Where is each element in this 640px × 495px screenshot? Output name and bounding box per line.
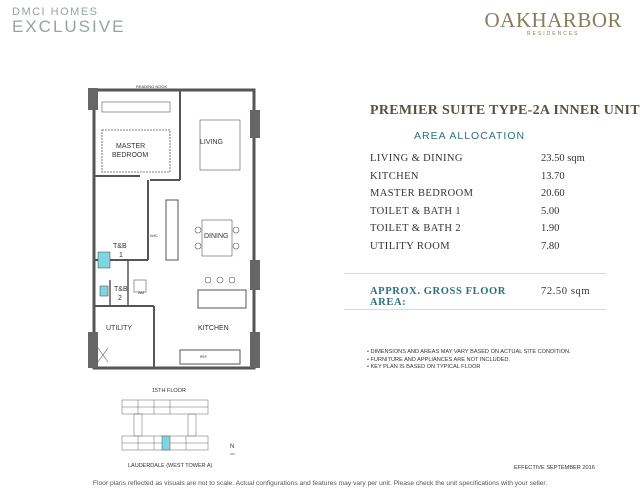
area-row	[370, 168, 600, 186]
floor-plan	[80, 80, 270, 380]
label-kitchen: KITCHEN	[198, 325, 229, 332]
note-item: • FURNITURE AND APPLIANCES ARE NOT INCLUDED.	[367, 356, 510, 363]
area-row	[370, 238, 600, 256]
area-value: 7.80	[541, 240, 560, 252]
area-value: 1.90	[541, 223, 560, 234]
note-item: • DIMENSIONS AND AREAS MAY VARY BASED ON ACTUAL SITE CONDITION.	[367, 349, 571, 355]
north-label: N	[230, 444, 235, 450]
area-value: 20.60	[541, 188, 565, 199]
label-dining: DINING	[204, 233, 229, 240]
label-living: LIVING	[200, 139, 223, 146]
divider-bottom	[344, 309, 606, 310]
notes	[367, 349, 571, 372]
gross-value: 72.50 sqm	[541, 286, 591, 297]
label-tb1-a: T&B	[113, 243, 127, 250]
area-row	[370, 203, 600, 221]
label-tb2-b: 2	[118, 295, 122, 302]
area-value: 13.70	[541, 170, 565, 182]
project-logo	[484, 8, 622, 37]
area-label: TOILET & BATH 1	[370, 205, 462, 217]
key-plan-floor: 15TH FLOOR	[152, 388, 186, 394]
brand-line2: EXCLUSIVE	[12, 17, 126, 36]
label-tb2-a: T&B	[114, 286, 128, 293]
label-master: MASTER	[116, 143, 146, 150]
unit-title: PREMIER SUITE TYPE-2A INNER UNIT	[370, 103, 640, 118]
label-bedroom: BEDROOM	[112, 152, 149, 159]
area-label: TOILET & BATH 2	[370, 223, 462, 234]
label-utility: UTILITY	[106, 325, 133, 332]
label-ref: REF	[200, 355, 207, 359]
area-list	[370, 150, 600, 255]
label-reading-nook: READING NOOK	[136, 84, 168, 89]
note-item: • KEY PLAN IS BASED ON TYPICAL FLOOR	[367, 364, 481, 370]
area-row	[370, 185, 600, 203]
label-wm: WM	[138, 291, 145, 295]
label-tb1-b: 1	[119, 252, 123, 259]
area-label: MASTER BEDROOM	[370, 188, 474, 199]
gross-label: APPROX. GROSS FLOOR AREA:	[370, 286, 506, 308]
area-label: UTILITY ROOM	[370, 240, 450, 252]
logo-name: OAKHARBOR	[484, 8, 622, 32]
logo-sub: RESIDENCES	[526, 31, 580, 37]
gross-floor-area	[370, 286, 590, 308]
label-wic: WIC	[150, 233, 158, 238]
area-row	[370, 150, 600, 168]
divider-top	[344, 273, 606, 274]
area-heading: AREA ALLOCATION	[414, 130, 526, 142]
area-value: 23.50 sqm	[541, 153, 585, 164]
key-plan	[118, 396, 238, 462]
area-value: 5.00	[541, 205, 560, 217]
area-label: KITCHEN	[370, 170, 419, 182]
area-row	[370, 220, 600, 238]
area-label: LIVING & DINING	[370, 153, 463, 164]
developer-brand	[12, 6, 125, 37]
effective-date: EFFECTIVE SEPTEMBER 2016	[514, 465, 595, 471]
brand-line1: DMCI HOMES	[12, 6, 99, 18]
key-plan-tower: LAUDERDALE (WEST TOWER A)	[128, 463, 213, 469]
footer-disclaimer: Floor plans reflected as visuals are not to scale. Actual configurations and features may vary per unit. Please check the unit specifications with your seller.	[92, 480, 548, 487]
